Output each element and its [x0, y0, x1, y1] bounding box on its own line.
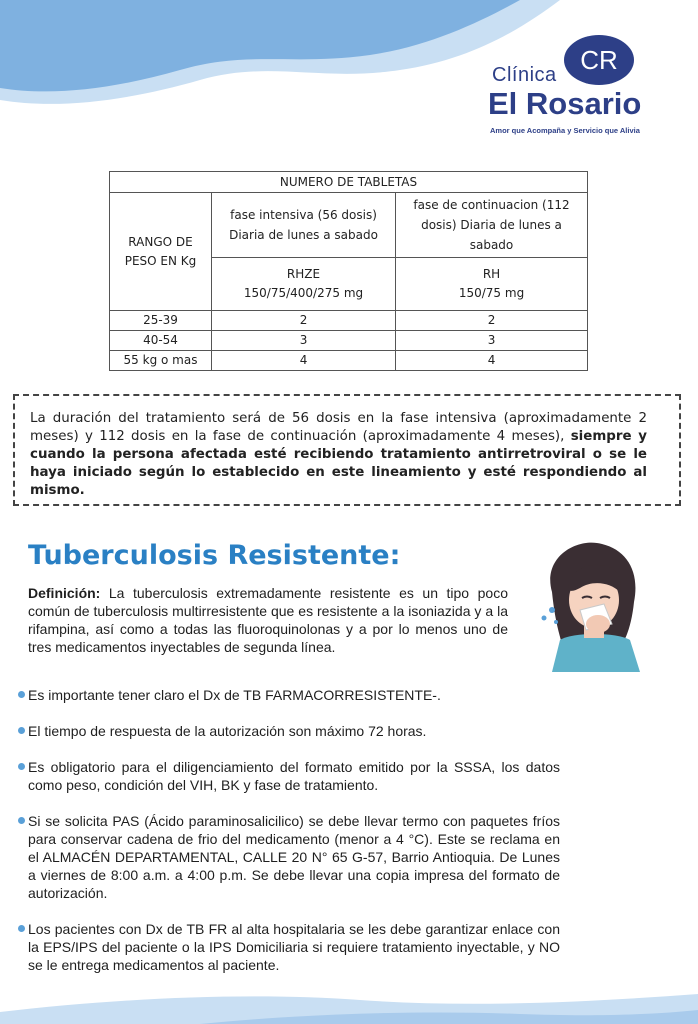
definition-paragraph [28, 584, 508, 656]
bullet-dot-icon [18, 763, 25, 770]
note-bold-text: siempre y cuando la persona afectada esté recibiendo tratamiento antirretroviral o se le haya iniciado según lo establecido en este lineamiento y esté respondiendo al mismo. [30, 429, 647, 498]
intensive-count-cell: 2 [212, 311, 396, 331]
dosage-table [109, 171, 588, 371]
intensive-drug-cell [212, 258, 396, 311]
continuation-drug-dose: 150/75 mg [458, 286, 525, 300]
list-item [18, 686, 560, 704]
range-cell: 40-54 [110, 331, 212, 351]
table-header: NUMERO DE TABLETAS [110, 172, 588, 193]
list-item [18, 758, 560, 794]
list-item [18, 812, 560, 902]
note-normal-text: La duración del tratamiento será de 56 dosis en la fase intensiva (aproximadamente 2 meses) y 112 dosis en la fase de continuación (aproximadamente 4 meses), [30, 411, 647, 444]
bullet-dot-icon [18, 817, 25, 824]
intensive-drug-dose: 150/75/400/275 mg [243, 286, 364, 300]
logo-clinica: Clínica [492, 64, 557, 86]
logo-mark-text: CR [580, 45, 618, 75]
treatment-duration-note [30, 410, 647, 500]
intensive-count-cell: 4 [212, 351, 396, 371]
intensive-count-cell: 3 [212, 331, 396, 351]
continuation-count-cell: 2 [396, 311, 588, 331]
continuation-count-cell: 3 [396, 331, 588, 351]
continuation-count-cell: 4 [396, 351, 588, 371]
weight-range-header: RANGO DE PESO EN Kg [110, 193, 212, 311]
list-item-text: Si se solicita PAS (Ácido paraminosalicilico) se debe llevar termo con paquetes fríos para conservar cadena de frio del medicamento (menor a 4 °C). Este se reclama en el ALMACÉN DEPARTAMENTAL, CALLE 20 N° 65 G-57, Barrio Antioquia. De Lunes a viernes de 8:00 a.m. a 4:00 p.m. Se debe llevar una copia impresa del formato de autorización. [28, 813, 560, 901]
section-title: Tuberculosis Resistente: [28, 540, 401, 571]
continuation-phase-header: fase de continuacion (112 dosis) Diaria de lunes a sabado [396, 193, 588, 258]
table-row [110, 311, 588, 331]
bottom-wave-decoration [0, 984, 698, 1024]
bullet-dot-icon [18, 727, 25, 734]
requirements-list [18, 686, 560, 992]
list-item-text: El tiempo de respuesta de la autorización son máximo 72 horas. [28, 723, 427, 739]
definition-label: Definición: [28, 585, 101, 601]
logo-tagline: Amor que Acompaña y Servicio que Alivia [490, 126, 640, 135]
definition-text: La tuberculosis extremadamente resistente es un tipo poco común de tuberculosis multirresistente que es resistente a la isoniazida y a la rifampina, así como a todas las fluoroquinolonas y a por lo menos uno de tres medicamentos inyectables de segunda línea. [28, 585, 508, 655]
logo-name: El Rosario [488, 86, 642, 121]
range-cell: 25-39 [110, 311, 212, 331]
range-cell: 55 kg o mas [110, 351, 212, 371]
list-item-text: Los pacientes con Dx de TB FR al alta hospitalaria se les debe garantizar enlace con la EPS/IPS del paciente o la IPS Domiciliaria si requiere tratamiento inyectable, y NO se le entrega medicamentos al paciente. [28, 921, 560, 973]
table-row [110, 351, 588, 371]
bullet-dot-icon [18, 925, 25, 932]
cr-monogram-icon [563, 34, 635, 86]
list-item-text: Es importante tener claro el Dx de TB FARMACORRESISTENTE-. [28, 687, 441, 703]
intensive-drug-name: RHZE [286, 267, 321, 281]
table-row [110, 331, 588, 351]
list-item [18, 722, 560, 740]
list-item [18, 920, 560, 974]
clinic-logo [488, 34, 658, 144]
continuation-drug-cell [396, 258, 588, 311]
intensive-phase-header: fase intensiva (56 dosis) Diaria de lunes a sabado [212, 193, 396, 258]
list-item-text: Es obligatorio para el diligenciamiento del formato emitido por la SSSA, los datos como peso, condición del VIH, BK y fase de tratamiento. [28, 759, 560, 793]
continuation-drug-name: RH [482, 267, 501, 281]
coughing-woman-icon [522, 532, 662, 672]
bullet-dot-icon [18, 691, 25, 698]
